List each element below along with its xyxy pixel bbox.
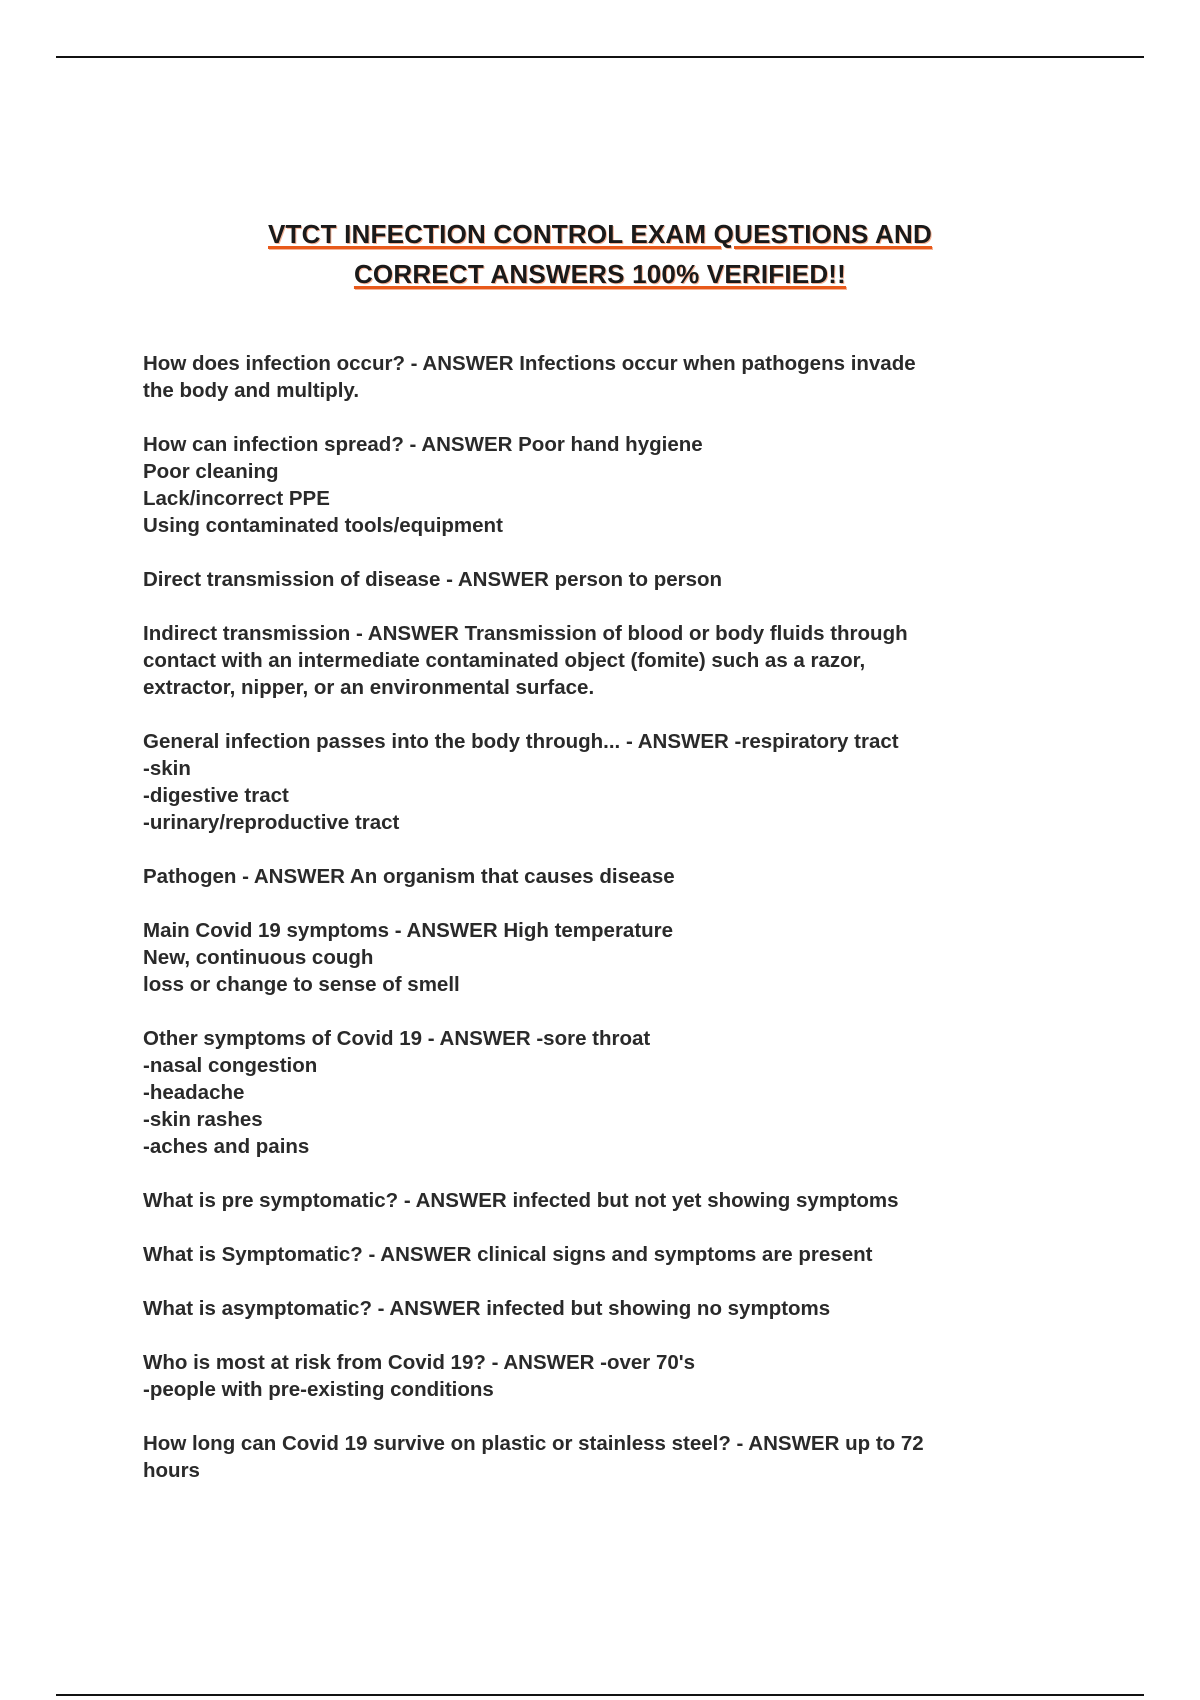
qa-separator: - ANSWER xyxy=(362,1243,478,1266)
qa-answer: Transmission of blood or body fluids through contact with an intermediate contaminated object (fomite) such as a razor, extractor, nipper, or an environmental surface. xyxy=(143,622,908,699)
qa-item xyxy=(143,1349,1063,1403)
qa-question: How does infection occur? xyxy=(143,352,405,375)
title-line-1 xyxy=(0,214,1200,254)
qa-question: What is pre symptomatic? xyxy=(143,1189,399,1212)
qa-question: How long can Covid 19 survive on plastic or stainless steel? xyxy=(143,1432,731,1455)
qa-answer: -respiratory tract -skin -digestive tract -urinary/reproductive tract xyxy=(143,730,899,834)
qa-item xyxy=(143,431,1063,539)
document-title xyxy=(0,214,1200,294)
qa-answer: An organism that causes disease xyxy=(349,865,675,888)
qa-answer: clinical signs and symptoms are present xyxy=(477,1243,873,1266)
qa-question: Other symptoms of Covid 19 xyxy=(143,1027,423,1050)
qa-separator: - ANSWER xyxy=(350,622,465,645)
qa-answer: -over 70's -people with pre-existing conditions xyxy=(143,1351,696,1401)
qa-separator: - ANSWER xyxy=(403,433,519,456)
qa-separator: - ANSWER xyxy=(398,1189,513,1212)
qa-question: Direct transmission of disease xyxy=(143,568,441,591)
qa-item xyxy=(143,1025,1063,1160)
qa-question: What is asymptomatic? xyxy=(143,1297,372,1320)
top-rule xyxy=(56,56,1144,58)
qa-item xyxy=(143,1430,1063,1484)
qa-question: Who is most at risk from Covid 19? xyxy=(143,1351,486,1374)
qa-item xyxy=(143,350,1063,404)
qa-separator: - ANSWER xyxy=(389,919,504,942)
qa-question: What is Symptomatic? xyxy=(143,1243,363,1266)
qa-answer: infected but not yet showing symptoms xyxy=(512,1189,899,1212)
qa-question: Pathogen xyxy=(143,865,237,888)
qa-separator: - ANSWER xyxy=(404,352,520,375)
qa-answer: -sore throat -nasal congestion -headache -skin rashes -aches and pains xyxy=(143,1027,651,1158)
qa-item xyxy=(143,1241,1063,1268)
title-line-1-text: VTCT INFECTION CONTROL EXAM QUESTIONS AND xyxy=(268,219,932,249)
qa-separator: - ANSWER xyxy=(440,568,555,591)
qa-question: Main Covid 19 symptoms xyxy=(143,919,390,942)
qa-item xyxy=(143,1187,1063,1214)
qa-item xyxy=(143,566,1063,593)
qa-item xyxy=(143,1295,1063,1322)
qa-question: How can infection spread? xyxy=(143,433,404,456)
qa-separator: - ANSWER xyxy=(236,865,350,888)
qa-question: Indirect transmission xyxy=(143,622,351,645)
qa-question: General infection passes into the body through... xyxy=(143,730,621,753)
qa-item xyxy=(143,863,1063,890)
qa-answer: High temperature New, continuous cough loss or change to sense of smell xyxy=(143,919,674,996)
qa-separator: - ANSWER xyxy=(371,1297,487,1320)
bottom-rule xyxy=(56,1694,1144,1696)
qa-answer: infected but showing no symptoms xyxy=(486,1297,831,1320)
qa-list xyxy=(143,350,1063,1511)
qa-separator: - ANSWER xyxy=(485,1351,601,1374)
qa-item xyxy=(143,620,1063,701)
title-line-2 xyxy=(0,254,1200,294)
qa-separator: - ANSWER xyxy=(730,1432,846,1455)
title-line-2-text: CORRECT ANSWERS 100% VERIFIED!! xyxy=(353,259,847,289)
qa-answer: up to 72 hours xyxy=(143,1432,924,1482)
qa-item xyxy=(143,917,1063,998)
qa-item xyxy=(143,728,1063,836)
qa-separator: - ANSWER xyxy=(422,1027,537,1050)
qa-answer: Infections occur when pathogens invade the body and multiply. xyxy=(143,352,916,402)
qa-answer: Poor hand hygiene Poor cleaning Lack/incorrect PPE Using contaminated tools/equipment xyxy=(143,433,703,537)
qa-separator: - ANSWER xyxy=(620,730,735,753)
qa-answer: person to person xyxy=(554,568,723,591)
